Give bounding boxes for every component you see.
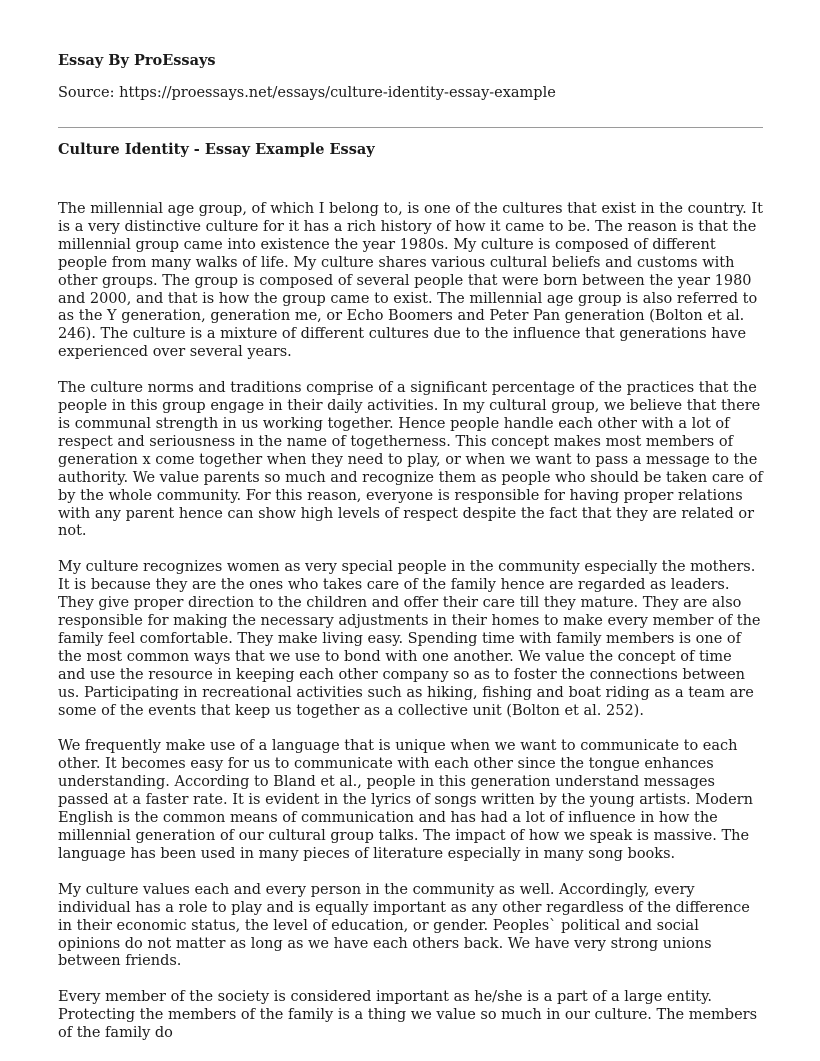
essay-paragraph: The millennial age group, of which I belong to, is one of the cultures that exist in the country. It is a very distinctive culture for it has a rich history of how it came to be. The reason is that the millennial group came into existence the year 1980s. My culture is composed of different people from many walks of life. My culture shares various cultural beliefs and customs with other groups. The group is composed of several people that were born between the year 1980 and 2000, and that is how the group came to exist. The millennial age group is also referred to as the Y generation, generation me, or Echo Boomers and Peter Pan generation (Bolton et al. 246). The culture is a mixture of different cultures due to the influence that generations have experienced over several years. <box>58 201 763 361</box>
essay-body <box>58 201 763 1061</box>
source-url: https://proessays.net/essays/culture-identity-essay-example <box>119 85 556 101</box>
essay-paragraph: We frequently make use of a language that is unique when we want to communicate to each other. It becomes easy for us to communicate with each other since the tongue enhances understanding. According to Bland et al., people in this generation understand messages passed at a faster rate. It is evident in the lyrics of songs written by the young artists. Modern English is the common means of communication and has had a lot of influence in how the millennial generation of our cultural group talks. The impact of how we speak is massive. The language has been used in many pieces of literature especially in many song books. <box>58 738 753 862</box>
document-header-title: Essay By ProEssays <box>58 52 216 69</box>
essay-paragraph: My culture values each and every person in the community as well. Accordingly, every individual has a role to play and is equally important as any other regardless of the difference in their economic status, the level of education, or gender. Peoples` political and social opinions do not matter as long as we have each others back. We have very strong unions between friends. <box>58 881 750 970</box>
header-divider <box>58 127 763 128</box>
essay-paragraph: Every member of the society is considered important as he/she is a part of a large entity. Protecting the members of the family is a thing we value so much in our culture. The members of the family do <box>58 989 758 1042</box>
essay-title: Culture Identity - Essay Example Essay <box>58 141 375 158</box>
essay-paragraph: The culture norms and traditions comprise of a significant percentage of the practices that the people in this group engage in their daily activities. In my cultural group, we believe that there is communal strength in us working together. Hence people handle each other with a lot of respect and seriousness in the name of togetherness. This concept makes most members of generation x come together when they need to play, or when we want to pass a message to the authority. We value parents so much and recognize them as people who should be taken care of by the whole community. For this reason, everyone is responsible for having proper relations with any parent hence can show high levels of respect despite the fact that they are related or not. <box>58 380 763 540</box>
source-line <box>58 84 556 102</box>
essay-paragraph: My culture recognizes women as very special people in the community especially the mothers. It is because they are the ones who takes care of the family hence are regarded as leaders. They give proper direction to the children and offer their care till they mature. They are also responsible for making the necessary adjustments in their homes to make every member of the family feel comfortable. They make living easy. Spending time with family members is one of the most common ways that we use to bond with one another. We value the concept of time and use the resource in keeping each other company so as to foster the connections between us. Participating in recreational activities such as hiking, fishing and boat riding as a team are some of the events that keep us together as a collective unit (Bolton et al. 252). <box>58 559 761 719</box>
source-label: Source: <box>58 85 115 101</box>
